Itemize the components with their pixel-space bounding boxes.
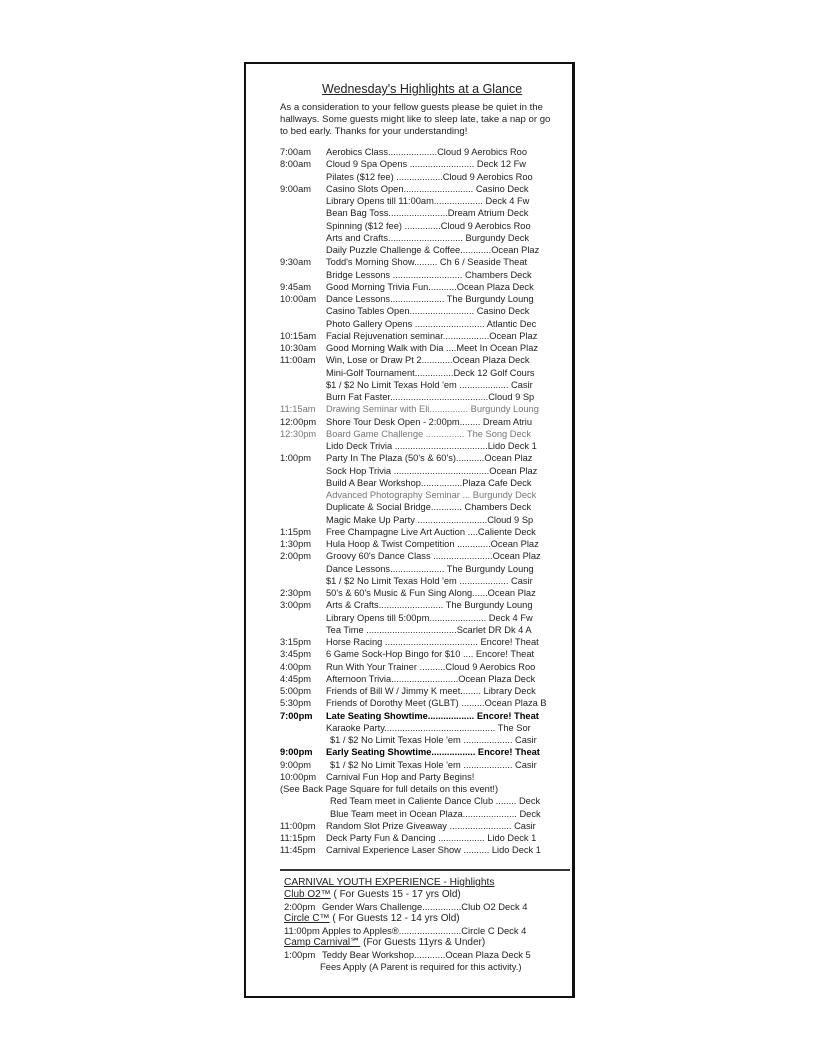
event-activity: Hula Hoop & Twist Competition .............Ocean Plaz	[326, 539, 539, 549]
schedule-row	[280, 403, 575, 415]
event-activity: Todd's Morning Show......... Ch 6 / Seaside Theat	[326, 257, 528, 268]
youth-group-ages: ( For Guests 15 - 17 yrs Old)	[333, 889, 461, 900]
youth-group-ages: (For Guests 11yrs & Under)	[363, 937, 486, 948]
event-activity: 6 Game Sock-Hop Bingo for $10 .... Encore! Theat	[326, 649, 535, 660]
event-time: 12:30pm	[280, 428, 317, 439]
schedule-row	[280, 416, 575, 428]
event-activity: Daily Puzzle Challenge & Coffee............Ocean Plaz	[326, 245, 540, 255]
schedule-row	[280, 783, 575, 795]
schedule-row	[280, 832, 575, 844]
event-time: 2:30pm	[280, 588, 312, 598]
event-time: 3:00pm	[280, 600, 312, 611]
event-activity: $1 / $2 No Limit Texas Hold 'em ................... Casir	[326, 379, 533, 390]
schedule-row	[280, 330, 575, 342]
schedule-row	[280, 795, 575, 807]
event-activity: Tea Time ...................................Scarlet DR Dk 4 A	[326, 624, 532, 635]
schedule-row	[280, 256, 575, 268]
schedule-row	[280, 367, 575, 379]
event-time: 9:00pm	[280, 747, 313, 758]
youth-event-row	[284, 901, 574, 913]
schedule-row	[280, 489, 575, 501]
event-activity: Groovy 60's Dance Class .......................Ocean Plaz	[326, 551, 541, 562]
event-time: 10:15am	[280, 330, 317, 341]
page-title: Wednesday's Highlights at a Glance	[322, 82, 523, 96]
event-activity: Library Opens till 11:00am................... Deck 4 Fw	[326, 196, 530, 206]
event-activity: Horse Racing .................................... Encore! Theat	[326, 637, 539, 647]
event-time: 8:00am	[280, 159, 312, 170]
event-activity: Arts & Crafts......................... The Burgundy Loung	[326, 600, 533, 611]
schedule-row	[280, 722, 575, 734]
event-activity: $1 / $2 No Limit Texas Hole 'em ................... Casir	[330, 735, 537, 745]
schedule-row	[280, 391, 575, 403]
schedule-row	[280, 808, 575, 820]
event-activity: Shore Tour Desk Open - 2:00pm........ Dream Atriu	[326, 416, 532, 427]
schedule-row	[280, 661, 575, 673]
schedule-row	[280, 746, 575, 758]
event-time: 11:00pm	[280, 820, 316, 831]
schedule-row	[280, 171, 575, 183]
schedule-row	[280, 293, 575, 305]
schedule-row	[280, 697, 575, 709]
youth-group-name: Circle C™	[284, 913, 330, 924]
schedule-row	[280, 844, 575, 856]
event-activity: Apples to Apples®........................Circle C Deck 4	[322, 925, 527, 936]
event-time: 11:45pm	[280, 845, 316, 856]
schedule-row	[280, 465, 575, 477]
schedule-row	[280, 612, 575, 624]
event-activity: Late Seating Showtime.................. Encore! Theat	[326, 710, 539, 721]
section-divider	[280, 869, 570, 871]
event-time: 10:00pm	[280, 771, 317, 782]
event-time: 11:00am	[280, 355, 316, 366]
event-activity: Photo Gallery Opens ........................... Atlantic Dec	[326, 318, 537, 329]
event-activity: Facial Rejuvenation seminar..................Ocean Plaz	[326, 330, 538, 341]
event-time: 12:00pm	[280, 416, 317, 427]
event-activity: Advanced Photography Seminar ... Burgundy Deck	[326, 490, 537, 500]
event-activity: Random Slot Prize Giveaway ........................ Casir	[326, 820, 536, 831]
schedule-row	[280, 281, 575, 293]
event-activity: Free Champagne Live Art Auction ....Caliente Deck	[326, 526, 536, 537]
event-activity: Good Morning Walk with Dia ....Meet In Ocean Plaz	[326, 343, 539, 353]
schedule-row	[280, 624, 575, 636]
schedule-row	[280, 710, 575, 722]
schedule-row	[280, 514, 575, 526]
event-time: 9:45am	[280, 281, 312, 292]
event-activity: Cloud 9 Spa Opens ......................... Deck 12 Fw	[326, 159, 526, 170]
event-activity: Magic Make Up Party ...........................Cloud 9 Sp	[326, 514, 534, 525]
event-activity: Teddy Bear Workshop............Ocean Plaza Deck 5	[322, 949, 531, 960]
schedule-row	[280, 232, 575, 244]
schedule-row	[280, 477, 575, 489]
schedule-row	[280, 195, 575, 207]
youth-section	[284, 876, 574, 973]
youth-group-name: Club O2™	[284, 889, 331, 900]
event-activity: Arts and Crafts............................. Burgundy Deck	[326, 232, 530, 243]
event-activity: Blue Team meet in Ocean Plaza..................... Deck	[330, 808, 541, 819]
schedule-row	[280, 538, 575, 550]
event-time: 11:15am	[280, 404, 316, 415]
event-activity: Carnival Fun Hop and Party Begins!	[326, 771, 475, 782]
event-activity: Lido Deck Trivia ....................................Lido Deck 1	[326, 441, 537, 451]
schedule-row	[280, 244, 575, 256]
schedule-row	[280, 220, 575, 232]
event-time: 5:00pm	[280, 686, 312, 696]
schedule-row	[280, 305, 575, 317]
event-time: 10:30am	[280, 343, 317, 353]
schedule-row	[280, 599, 575, 611]
event-time: 5:30pm	[280, 698, 312, 709]
event-activity: $1 / $2 No Limit Texas Hold 'em ................... Casir	[326, 575, 533, 586]
schedule-row	[280, 685, 575, 697]
schedule-row	[280, 550, 575, 562]
schedule-row	[280, 636, 575, 648]
event-time: 1:00pm	[284, 949, 316, 960]
event-time: 2:00pm	[280, 551, 312, 562]
event-activity: Party In The Plaza (50's & 60's)...........Ocean Plaz	[326, 453, 533, 464]
event-activity: Deck Party Fun & Dancing .................. Lido Deck 1	[326, 833, 537, 843]
event-activity: Spinning ($12 fee) ..............Cloud 9 Aerobics Roo	[326, 220, 531, 231]
youth-event-row	[284, 949, 574, 961]
youth-group-header	[284, 937, 574, 949]
event-activity: Library Opens till 5:00pm...................... Deck 4 Fw	[326, 612, 533, 623]
event-activity: Friends of Dorothy Meet (GLBT) .........Ocean Plaza B	[326, 698, 547, 709]
event-activity: Karaoke Party........................................... The Sor	[326, 722, 531, 733]
schedule-row	[280, 452, 575, 464]
event-activity: Dance Lessons..................... The Burgundy Loung	[326, 563, 534, 574]
event-time: 2:00pm	[284, 901, 316, 912]
schedule-row	[280, 342, 575, 354]
schedule-row	[280, 771, 575, 783]
event-activity: Run With Your Trainer ..........Cloud 9 Aerobics Roo	[326, 661, 536, 672]
event-activity: Sock Hop Trivia .....................................Ocean Plaz	[326, 465, 538, 476]
fees-note: Fees Apply (A Parent is required for this activity.)	[320, 961, 522, 972]
event-time: 9:30am	[280, 257, 312, 268]
event-activity: Casino Slots Open........................... Casino Deck	[326, 183, 529, 194]
event-activity: Dance Lessons..................... The Burgundy Loung	[326, 294, 534, 304]
youth-group-header	[284, 913, 574, 925]
event-time: 4:00pm	[280, 661, 312, 672]
schedule-row	[280, 575, 575, 587]
event-time: 11:00pm	[284, 925, 320, 936]
schedule-row	[280, 207, 575, 219]
event-time: 3:45pm	[280, 649, 312, 660]
schedule-row	[280, 820, 575, 832]
event-activity: Early Seating Showtime................. Encore! Theat	[326, 747, 540, 758]
event-activity: Drawing Seminar with Eli............... Burgundy Loung	[326, 404, 539, 415]
event-activity: 50's & 60's Music & Fun Sing Along......Ocean Plaz	[326, 588, 536, 598]
event-activity: Bridge Lessons ........................... Chambers Deck	[326, 269, 532, 280]
schedule-sheet	[244, 62, 575, 998]
schedule-row	[280, 354, 575, 366]
schedule-row	[280, 379, 575, 391]
schedule-row	[280, 673, 575, 685]
schedule-row	[280, 587, 575, 599]
event-activity: Pilates ($12 fee) ..................Cloud 9 Aerobics Roo	[326, 171, 533, 182]
event-time: 9:00pm	[280, 759, 312, 770]
schedule-row	[280, 759, 575, 771]
schedule-row	[280, 428, 575, 440]
event-time: 7:00am	[280, 147, 312, 157]
youth-group-name: Camp Carnival℠	[284, 937, 361, 948]
schedule-row	[280, 563, 575, 575]
schedule-row	[280, 183, 575, 195]
event-activity: Carnival Experience Laser Show .......... Lido Deck 1	[326, 845, 541, 856]
event-time: 4:45pm	[280, 673, 312, 684]
youth-group-ages: ( For Guests 12 - 14 yrs Old)	[332, 913, 460, 924]
schedule-row	[280, 318, 575, 330]
youth-event-row	[284, 925, 574, 937]
schedule-row	[280, 501, 575, 513]
event-time: 11:15pm	[280, 833, 316, 843]
event-activity: Board Game Challenge ............... The Song Deck	[326, 428, 531, 439]
event-activity: Win, Lose or Draw Pt 2............Ocean Plaza Deck	[326, 355, 530, 366]
schedule-row	[280, 269, 575, 281]
event-activity: Gender Wars Challenge...............Club O2 Deck 4	[322, 901, 528, 912]
youth-heading: CARNIVAL YOUTH EXPERIENCE - Highlights	[284, 877, 495, 888]
event-time: 1:00pm	[280, 453, 312, 464]
event-activity: Bean Bag Toss.......................Dream Atrium Deck	[326, 208, 529, 219]
event-activity: Afternoon Trivia..........................Ocean Plaza Deck	[326, 673, 536, 684]
event-time: 7:00pm	[280, 710, 313, 721]
event-time: 1:30pm	[280, 539, 312, 549]
schedule-row	[280, 146, 575, 158]
youth-group-header	[284, 889, 574, 901]
schedule-row	[280, 648, 575, 660]
event-activity: $1 / $2 No Limit Texas Hole 'em ................... Casir	[330, 759, 537, 770]
event-activity: Mini-Golf Tournament...............Deck 12 Golf Cours	[326, 367, 535, 378]
event-time: 9:00am	[280, 183, 312, 194]
event-time: 1:15pm	[280, 526, 312, 537]
schedule-row	[280, 440, 575, 452]
schedule-list	[280, 146, 575, 857]
event-activity: Build A Bear Workshop................Plaza Cafe Deck	[326, 477, 532, 488]
event-activity: Red Team meet in Caliente Dance Club ........ Deck	[330, 796, 541, 807]
schedule-row	[280, 734, 575, 746]
event-activity: Casino Tables Open......................... Casino Deck	[326, 306, 530, 317]
event-activity: Aerobics Class...................Cloud 9 Aerobics Roo	[326, 147, 527, 157]
event-activity: Friends of Bill W / Jimmy K meet........ Library Deck	[326, 686, 536, 696]
event-time: 10:00am	[280, 294, 317, 304]
schedule-row	[280, 158, 575, 170]
intro-note: As a consideration to your fellow guests please be quiet in the hallways. Some guests might like to sleep late, take a nap or go to bed early. Thanks for your understanding!	[280, 102, 551, 137]
event-time: 3:15pm	[280, 637, 312, 647]
event-activity: Duplicate & Social Bridge............ Chambers Deck	[326, 502, 532, 513]
event-activity: (See Back Page Square for full details on this event!)	[280, 784, 499, 794]
event-activity: Burn Fat Faster......................................Cloud 9 Sp	[326, 392, 535, 402]
schedule-row	[280, 526, 575, 538]
event-activity: Good Morning Trivia Fun...........Ocean Plaza Deck	[326, 281, 534, 292]
